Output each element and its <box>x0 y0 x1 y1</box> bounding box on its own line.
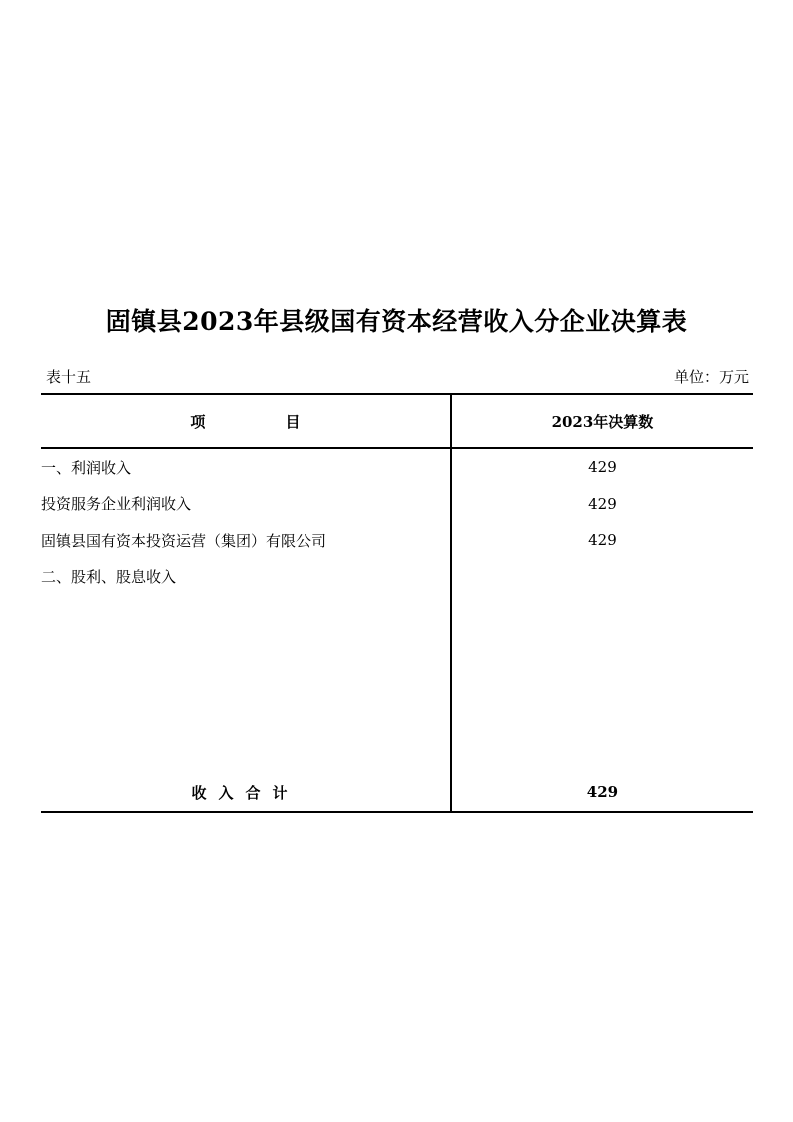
page-title: 固镇县2023年县级国有资本经营收入分企业决算表 <box>105 307 688 336</box>
row-value: 429 <box>451 522 753 559</box>
header-item-a: 项 <box>190 412 206 431</box>
header-value: 2023年决算数 <box>451 394 753 448</box>
unit-label: 单位：万元 <box>673 368 749 386</box>
table-row <box>41 559 753 596</box>
row-value: 429 <box>451 448 753 486</box>
total-row <box>41 773 753 812</box>
table-row <box>41 448 753 486</box>
row-label: 二、股利、股息收入 <box>41 568 177 587</box>
row-label: 投资服务企业利润收入 <box>41 495 192 514</box>
budget-table <box>41 393 753 813</box>
total-value: 429 <box>451 773 753 812</box>
table-row <box>41 486 753 523</box>
total-label: 收入合计 <box>41 773 451 812</box>
table-row <box>41 522 753 559</box>
row-value <box>451 559 753 596</box>
header-item-b: 目 <box>285 412 301 431</box>
row-value: 429 <box>451 486 753 523</box>
row-label: 一、利润收入 <box>41 458 132 477</box>
header-item <box>41 394 451 448</box>
table-number: 表十五 <box>46 368 92 386</box>
empty-row <box>41 595 753 773</box>
table-header-row <box>41 394 753 448</box>
row-label: 固镇县国有资本投资运营（集团）有限公司 <box>41 531 327 550</box>
